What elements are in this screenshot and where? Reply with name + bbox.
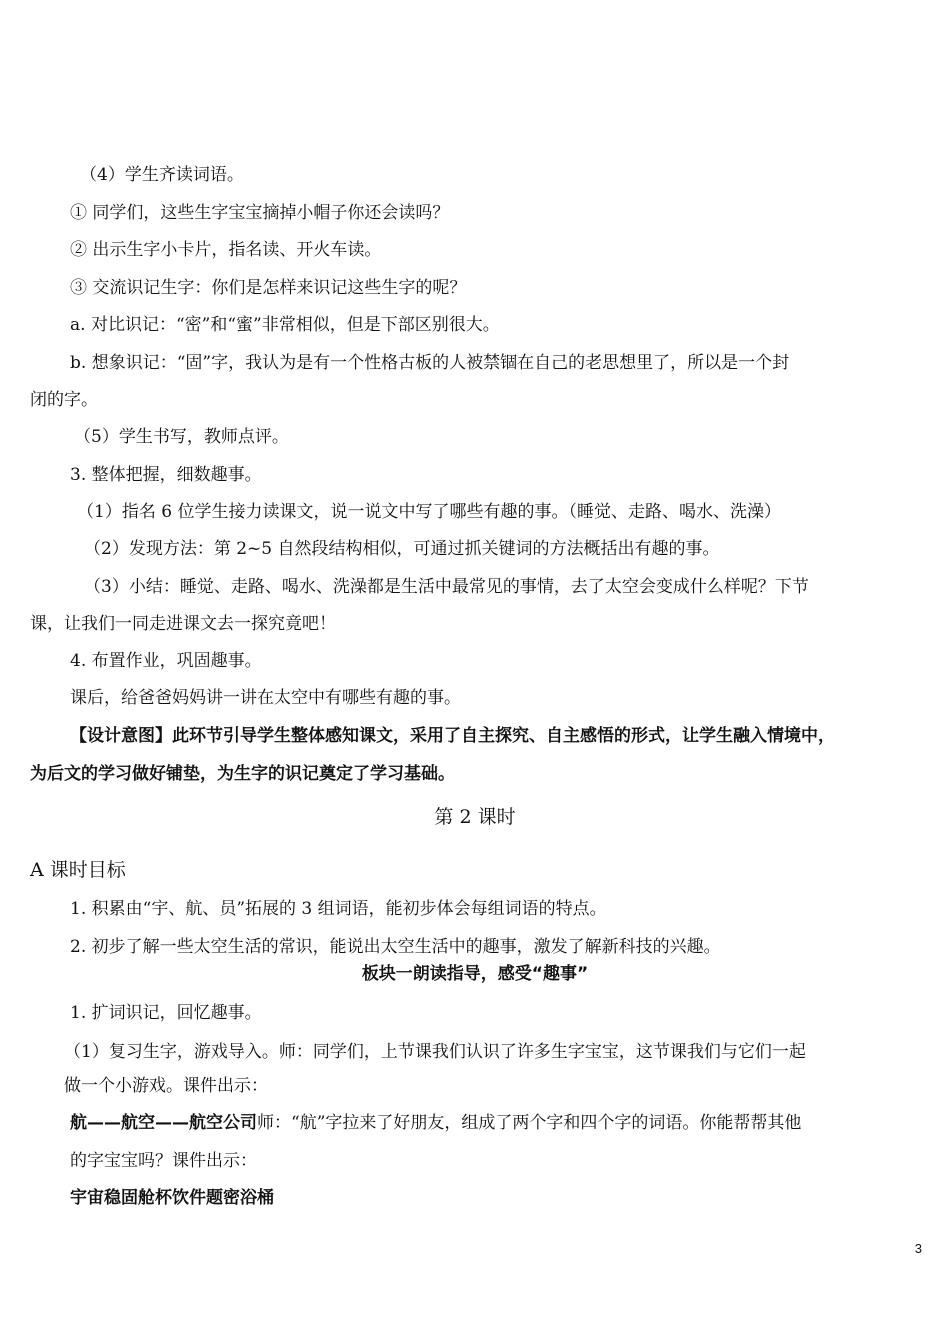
text-line: （1）复习生字，游戏导入。师：同学们，上节课我们认识了许多生字宝宝，这节课我们与它们一起 bbox=[64, 1042, 806, 1062]
text-line: 闭的字。 bbox=[30, 390, 98, 410]
text-line: 课，让我们一同走进课文去一探究竟吧！ bbox=[30, 614, 336, 634]
lesson-heading: 第 2 课时 bbox=[434, 806, 516, 828]
text-line: ③ 交流识记生字：你们是怎样来识记这些生字的呢？ bbox=[70, 278, 467, 298]
text-line: 1. 积累由“宇、航、员”拓展的 3 组词语，能初步体会每组词语的特点。 bbox=[70, 899, 607, 919]
block-heading: 板块一朗读指导，感受“趣事” bbox=[361, 964, 589, 984]
text-line: （1）指名 6 位学生接力读课文，说一说文中写了哪些有趣的事。（睡觉、走路、喝水、洗澡） bbox=[77, 502, 781, 522]
text-line: 做一个小游戏。课件出示： bbox=[64, 1076, 268, 1096]
character-list: 宇宙稳固舱杯饮件题密浴桶 bbox=[70, 1188, 274, 1208]
text-line: （4）学生齐读词语。 bbox=[80, 165, 244, 185]
text-line: 课后，给爸爸妈妈讲一讲在太空中有哪些有趣的事。 bbox=[70, 688, 461, 708]
text-line: （3）小结：睡觉、走路、喝水、洗澡都是生活中最常见的事情，去了太空会变成什么样呢？下节 bbox=[84, 577, 809, 597]
design-intent-continued: 为后文的学习做好铺垫，为生字的识记奠定了学习基础。 bbox=[30, 764, 455, 784]
text-line: 1. 扩词识记，回忆趣事。 bbox=[70, 1003, 262, 1023]
text-line: ② 出示生字小卡片，指名读、开火车读。 bbox=[70, 240, 382, 260]
text-line: 2. 初步了解一些太空生活的常识，能说出太空生活中的趣事，激发了解新科技的兴趣。 bbox=[70, 937, 721, 957]
text-line: （5）学生书写，教师点评。 bbox=[74, 427, 289, 447]
design-intent: 【设计意图】此环节引导学生整体感知课文，采用了自主探究、自主感悟的形式，让学生融入情境中， bbox=[70, 726, 835, 746]
text-run: 师：“航”字拉来了好朋友，组成了两个字和四个字的词语。你能帮帮其他 bbox=[257, 1113, 802, 1133]
text-line: 4. 布置作业，巩固趣事。 bbox=[70, 651, 262, 671]
text-line: b. 想象识记：“固”字，我认为是有一个性格古板的人被禁锢在自己的老思想里了，所以是一个封 bbox=[70, 353, 790, 373]
section-heading: A 课时目标 bbox=[30, 859, 126, 881]
text-line: 的字宝宝吗？课件出示： bbox=[70, 1151, 257, 1171]
text-line: 3. 整体把握，细数趣事。 bbox=[70, 465, 262, 485]
word-chain: 航——航空——航空公司 bbox=[70, 1113, 257, 1133]
text-line bbox=[70, 1111, 940, 1135]
page-number: 3 bbox=[914, 1241, 922, 1256]
text-line: ① 同学们，这些生字宝宝摘掉小帽子你还会读吗？ bbox=[70, 203, 450, 223]
text-line: a. 对比识记：“密”和“蜜”非常相似，但是下部区别很大。 bbox=[70, 315, 500, 335]
text-line: （2）发现方法：第 2~5 自然段结构相似，可通过抓关键词的方法概括出有趣的事。 bbox=[84, 539, 720, 559]
